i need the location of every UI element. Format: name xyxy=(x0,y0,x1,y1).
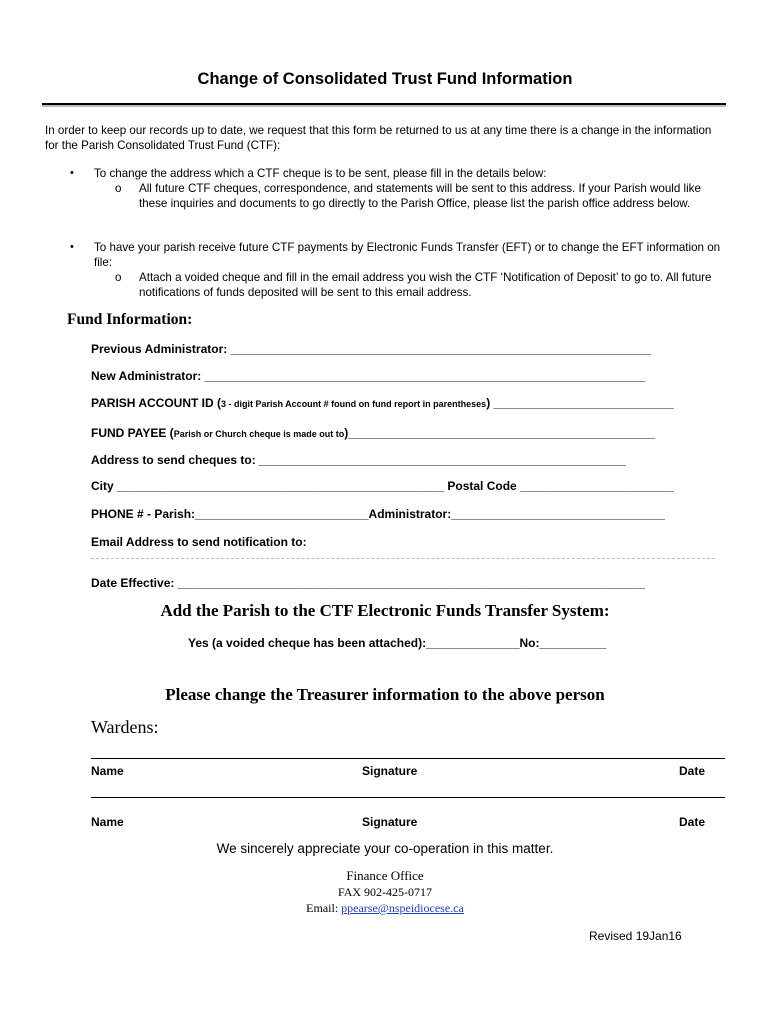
cheque-address-field[interactable]: Address to send cheques to: _______________________________________________________ xyxy=(91,453,627,467)
parish-account-blank: ) ___________________________ xyxy=(486,396,674,410)
revision-date: Revised 19Jan16 xyxy=(589,929,682,943)
fax-number: FAX 902-425-0717 xyxy=(337,885,433,899)
email-link[interactable]: ppearse@nspeidiocese.ca xyxy=(341,901,464,915)
warden-signature-line-2[interactable] xyxy=(91,797,725,798)
signature-column-label: Signature xyxy=(362,815,418,829)
new-administrator-field[interactable]: New Administrator: __________________________________________________________________ xyxy=(91,369,646,383)
bullet-item-address xyxy=(0,166,770,226)
sub-bullet-symbol: o xyxy=(115,182,122,195)
fund-payee-blank: )______________________________________________ xyxy=(344,426,656,440)
bullet-item-eft xyxy=(0,240,770,300)
sub-bullet-text: Attach a voided cheque and fill in the email address you wish the CTF ‘Notification of Deposit’ to go to. All future notifications of funds deposited will be sent to this email address. xyxy=(139,271,712,299)
name-column-label: Name xyxy=(91,815,124,829)
fund-information-heading: Fund Information: xyxy=(67,311,193,328)
email-notification-line[interactable] xyxy=(91,558,715,559)
fund-payee-note: Parish or Church cheque is made out to xyxy=(173,429,345,439)
city-postal-code-field[interactable]: City _________________________________________________ Postal Code _______________________ xyxy=(91,479,674,493)
parish-account-id-field[interactable] xyxy=(91,396,674,410)
sub-bullet-text: All future CTF cheques, correspondence, and statements will be sent to this address. If your Parish would like these inquiries and documents to go directly to the Parish Office, please list the parish office address below. xyxy=(139,182,701,210)
bullet-symbol: • xyxy=(70,167,74,179)
eft-heading: Add the Parish to the CTF Electronic Funds Transfer System: xyxy=(160,601,610,620)
treasurer-heading: Please change the Treasurer information to the above person xyxy=(165,685,605,704)
date-effective-field[interactable]: Date Effective: ______________________________________________________________________ xyxy=(91,576,645,590)
fund-payee-label: FUND PAYEE ( xyxy=(91,426,174,440)
intro-paragraph: In order to keep our records up to date, we request that this form be returned to us at any time there is a change in the information for the Parish Consolidated Trust Fund (CTF): xyxy=(45,124,712,152)
bullet-text: To change the address which a CTF cheque is to be sent, please fill in the details below: xyxy=(94,167,547,180)
appreciation-text: We sincerely appreciate your co-operation in this matter. xyxy=(216,841,554,856)
signature-column-label: Signature xyxy=(362,764,418,778)
phone-field[interactable]: PHONE # - Parish:__________________________Administrator:________________________________ xyxy=(91,507,665,521)
date-column-label: Date xyxy=(679,764,706,778)
wardens-label: Wardens: xyxy=(91,717,159,737)
parish-account-note: 3 - digit Parish Account # found on fund report in parentheses xyxy=(221,399,487,409)
contact-email xyxy=(0,901,770,916)
finance-office-label: Finance Office xyxy=(346,868,424,883)
email-label: Email: xyxy=(306,901,342,915)
eft-yes-no-field[interactable]: Yes (a voided cheque has been attached):______________No:__________ xyxy=(188,636,607,650)
title-divider xyxy=(42,103,726,107)
date-column-label: Date xyxy=(679,815,706,829)
parish-account-label: PARISH ACCOUNT ID ( xyxy=(91,396,221,410)
warden-signature-line-1[interactable] xyxy=(91,758,725,759)
previous-administrator-field[interactable]: Previous Administrator: _______________________________________________________________ xyxy=(91,342,652,356)
page-title: Change of Consolidated Trust Fund Information xyxy=(197,70,573,88)
bullet-symbol: • xyxy=(70,241,74,253)
email-notification-label: Email Address to send notification to: xyxy=(91,535,307,549)
name-column-label: Name xyxy=(91,764,124,778)
fund-payee-field[interactable] xyxy=(91,426,655,440)
sub-bullet-symbol: o xyxy=(115,271,122,284)
bullet-text: To have your parish receive future CTF payments by Electronic Funds Transfer (EFT) or to change the EFT information on file: xyxy=(94,241,721,269)
